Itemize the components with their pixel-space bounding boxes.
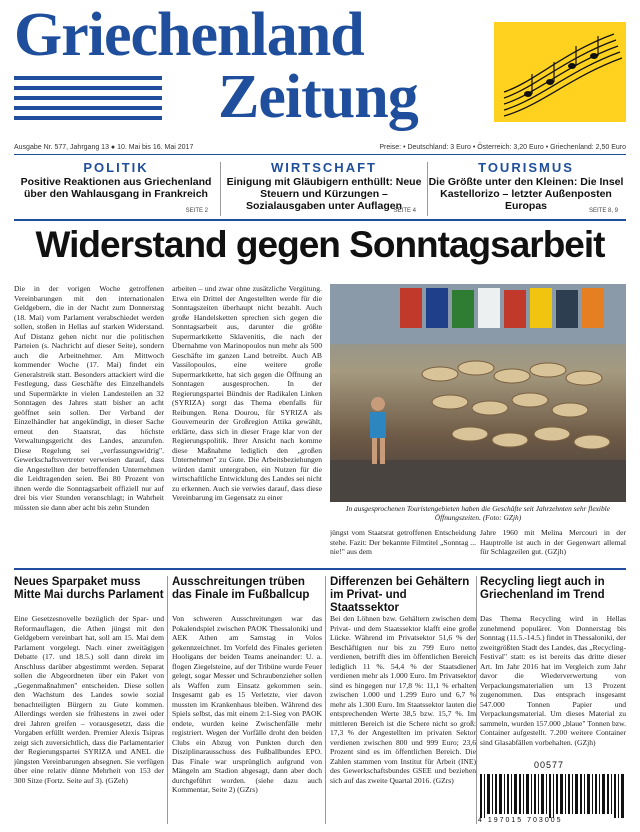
lead-column-4: Jahre 1960 mit Melina Mercouri in der Hauptrolle ist auch in der Gegenwart allemal für Schlagzeilen gut. (GZjh) (480, 528, 626, 556)
lead-photo (330, 284, 626, 502)
masthead-rule (14, 154, 626, 155)
column-divider (167, 576, 168, 824)
article-headline: Recycling liegt auch in Griechenland im Trend (480, 576, 605, 601)
article-text: Bei den Löhnen bzw. Gehältern zwischen dem Privat- und dem Staatssektor klafft eine große Lücke. Während im Privatsektor 51,6 % der Beschäftigten nur bis zu 799 Euro netto verdienen, betrifft dies im öffentlichen Bereich lediglich 11 %. 54,4 % der Staatsdiener verdienen mehr als 1.000 Euro. Im Privatsektor sind es hingegen nur 17,8 %: 11,1 % erhalten zwischen 1.000 und 1.299 Euro und 6,7 % mehr als 1.300 Euro. Im Staatssektor lauten die entsprechenden Werte 38,5 bzw. 15,7 %. Im mittleren Bereich ist die Schere nicht so groß: 17,3 % der Angestellten im privaten Sektor verdienen zwischen 800 und 999 Euro; 23,6 Prozent sind es im öffentlichen Bereich. Die Zahlen stammen vom Institut für Arbeit (INE) des Gewerkschaftsbundes GSEE und beziehen sich auf das zweite Quartal 2016. (GZrs) (330, 614, 476, 785)
page-ref: SEITE 4 (393, 208, 416, 214)
teaser-wirtschaft[interactable] (222, 160, 426, 216)
barcode-issue-code: 00577 (534, 760, 565, 770)
lead-column-2: arbeiten – und zwar ohne zusätzliche Vergütung. Etwa ein Drittel der Angestellten werde für die Sonntagszeiten überhaupt nicht bezahlt. Auch große Handelsketten sprechen sich gegen die Sonntagsarbeit aus, darunter die größte Supermarktkette Sklavenitis, die nach der Übernahme von Marinopoulos nun mehr als 500 Geschäfte im ganzen Land betreibt. Auch AB Vassilopoulos, eine weitere große Supermarktkette, hat sich gegen die Öffnung an Sonntagen ausgesprochen. In der Regierungspartei Bündnis der Radikalen Linken (SYRIZA) sorgt das Thema ebenfalls für Reibungen. Rena Dourou, für SYRIZA als Gouverneurin der Großregion Attika gewählt, erklärte, dass sich in dieser Frage klar von der Regierungspolitik. Ihrer Ansicht nach komme diese Maßnahme lediglich den „großen Unternehmen" zu Gute. Die Arbeitsbeziehungen würden damit untergraben, ein Nutzen für die wirtschaftliche Entwicklung des Landes sei nicht zu erkennen. Auch sie verwies darauf, dass diese Vereinbarung im Gegensatz zu einer (172, 284, 322, 502)
barcode-icon (480, 774, 626, 818)
section-title: WIRTSCHAFT (271, 160, 377, 175)
section-title: TOURISMUS (478, 160, 574, 175)
barcode-digits: 4 197015 703005 (478, 817, 563, 824)
lead-column-1: Die in der vorigen Woche getroffenen Vereinbarungen mit den internationalen Geldgebern, die in der Nacht zum Donnerstag (18. Mai) vom Parlament verabschiedet werden sollen, stoßen in Hellas auf starken Widerstand. Auf Distanz gehen nicht nur die politischen Parteien (s. Nachricht auf dieser Seite), sondern auch die Arbeitnehmer. Am Mittwoch kommender Woche (17. Mai) findet ein Generalstreik statt. Besonders attackiert wird die Festlegung, dass Geschäfte des Einzelhandels und Supermärkte in vielen Landesteilen an 32 Sonntagen des Jahres statt bisher an acht geöffnet sein sollen. Der Verband der Einzelhändler hat angekündigt, in dieser Sache erneut den Staatsrat, das höchste Verwaltungsgericht des Landes, anzurufen. Diese Regelung sei „verfassungswidrig". Gewerkschaftsvertreter verweisen darauf, dass die Angestellten der betreffenden Unternehmen die Leidtragenden seien. Bei 80 Prozent von ihnen werde die Sonntagsarbeit offiziell nur auf drei bis vier Stunden veranschlagt; in Wahrheit müssten sie dann aber acht bis zehn Stunden (14, 284, 164, 512)
price-list: Preise: • Deutschland: 3 Euro • Österreich: 3,20 Euro • Griechenland: 2,50 Euro (379, 144, 626, 151)
article-headline: Differenzen bei Gehältern im Privat- und Staatssektor (330, 576, 470, 614)
teaser-text: Einigung mit Gläubigern enthüllt: Neue Steuern und Kürzungen – Sozialausgaben unter Auflagen (226, 176, 422, 212)
article-text: Das Thema Recycling wird in Hellas zunehmend populärer. Von Donnerstag bis Sonntag (11.5.-14.5.) findet in Thessaloniki, der zweitgrößten Stadt des Landes, das „Recycling-Festival" statt: es ist bereits das dritte dieser Art. Im Jahr 2016 hat im Vergleich zum Jahr davor die Wiederverwertung von Verpackungsmaterialien um 13 Prozent zugenommen. Das entsprach insgesamt 547.000 Tonnen Papier und Verpackungsmaterial. Um dieses Material zu sammeln, wurden 157.000 „blaue" Tonnen bzw. Container aufgestellt. 7.200 weitere Container sind Glasabfällen vorbehalten. (GZjh) (480, 614, 626, 747)
teaser-text: Positive Reaktionen aus Griechenland über den Wahlausgang in Frankreich (20, 176, 212, 200)
article-text: Eine Gesetzesnovelle bezüglich der Spar- und Reformauflagen, die Athen jüngst mit den Geldgebern vereinbart hat, soll am 15. Mai dem Parlament vorgelegt. Nach einer zweitägigen Debatte (17. und 18.5.) soll dann direkt im Anschluss darüber abgestimmt werden. Separat sollen die Abgeordneten über ein Paket von „Gegenmaßnahmen" entscheiden. Diese sollen den Wachstum des Landes sowie sozial benachteiligten Bürgern zu Gute kommen. Allerdings werden sie frühestens in zwei oder drei Jahren greifen – vorausgesetzt, dass die Vorgaben erfüllt werden. Premier Alexis Tsipras zeigt sich zuversichtlich, dass die Parlamentarier der Regierungspartei SYRIZA und ANEL die jüngsten Vereinbarungen absegnen. Sie verfügen über eine relativ dünne Mehrheit von 153 der 300 Sitze (Fortz. Seite auf 3). (GZeh) (14, 614, 164, 785)
lead-headline: Widerstand gegen Sonntagsarbeit (35, 224, 605, 265)
photo-caption: In ausgesprochenen Touristengebieten haben die Geschäfte seit Jahrzehnten sehr flexible Öffnungszeiten. (Foto: GZjh) (345, 504, 611, 522)
article-text: Von schweren Ausschreitungen war das Pokalendspiel zwischen PAOK Thessaloniki und AEK Athen am Samstag in Volos gekennzeichnet. Im Vorfeld des Finales gerieten Hooligans der beiden Teams aneinander: U. a. flogen Ziegelsteine, auf der Tribüne wurde Feuer gelegt, sogar Messer und Schraubenzieher sollen als Waffen zum Einsatz gekommen sein. Insgesamt gab es 15 Verletzte, vier davon mussten im Krankenhaus bleiben. Während des Spiels selbst, das mit einem 2:1-Sieg von PAOK endete, wurden keine Zwischenfälle mehr registriert. Wegen der Vorfälle droht den beiden Clubs ein Abzug von Punkten durch den Disziplinarausschuss des Fußballbundes EPO. Das Finale war ursprünglich aufgrund von Mängeln am Stadion abgesagt, dann aber doch durchgeführt worden. (siehe dazu auch Kommentar, Seite 2) (GZrs) (172, 614, 322, 794)
newspaper-logo (494, 22, 626, 122)
page-ref: SEITE 8, 9 (588, 208, 618, 214)
lead-column-3: jüngst vom Staatsrat getroffenen Entscheidung stehe. Fazit: Der bekannte Filmtitel „Sonntag ... nie!" aus dem (330, 528, 476, 556)
market-stall-photo-icon (330, 284, 626, 502)
issue-number: Ausgabe Nr. 577, Jahrgang 13 ● 10. Mai bis 16. Mai 2017 (14, 144, 194, 151)
masthead-stripes (14, 76, 162, 126)
column-divider (476, 576, 477, 824)
teaser-rule (14, 219, 626, 221)
music-score-logo-icon (494, 22, 626, 122)
masthead-title-line2: Zeitung (218, 63, 418, 131)
section-title: POLITIK (83, 160, 149, 175)
teaser-tourismus[interactable] (424, 160, 628, 216)
page-ref: SEITE 2 (185, 208, 208, 214)
section-divider (220, 162, 221, 216)
teaser-text: Die Größte unter den Kleinen: Die Insel Kastellorizo – letzter Außenposten Europas (428, 176, 624, 212)
masthead-title-line1: Griechenland (14, 1, 364, 69)
article-headline: Neues Sparpaket muss Mitte Mai durchs Parlament (14, 576, 164, 601)
issue-info-bar (14, 144, 626, 151)
teaser-politik[interactable] (14, 160, 218, 216)
column-divider (325, 576, 326, 824)
bottom-rule (14, 568, 626, 570)
article-headline: Ausschreitungen trüben das Finale im Fußballcup (172, 576, 310, 601)
